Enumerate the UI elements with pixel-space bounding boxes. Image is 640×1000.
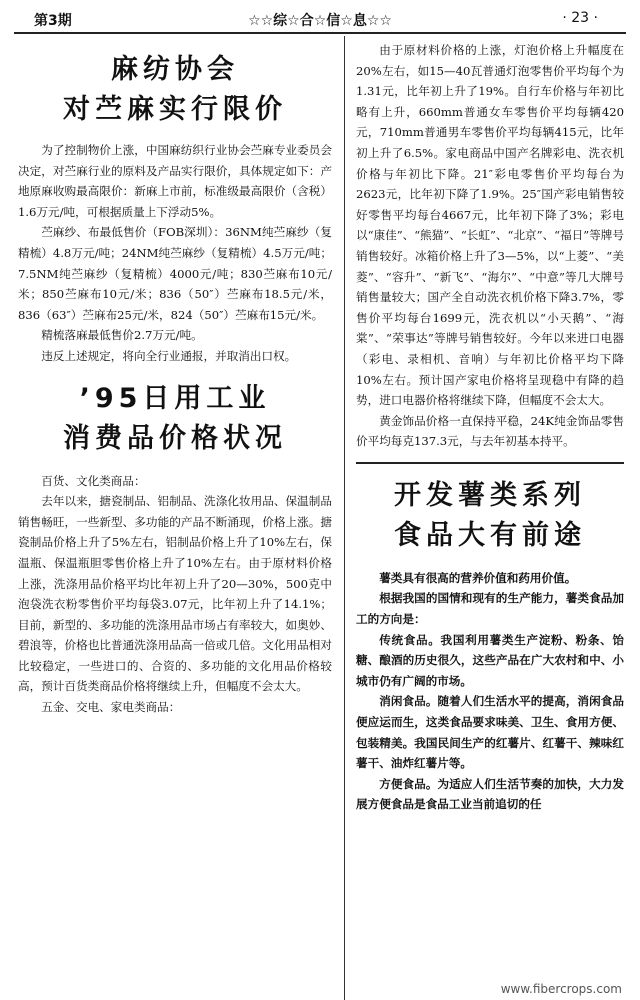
article2-paragraph: 由于原材料价格的上涨，灯泡价格上升幅度在20%左右，如15—40瓦普通灯泡零售价平均每个为1.31元，比年初上升了19%。自行车价格与年初比略有上升，660mm普通女车零售价平均每辆420元，710mm普通男车零售价平均每辆415元，比年初上升了6.5%。家电商品中国产名牌彩电、洗衣机价格与年初比下降。21″彩电零售价平均每台为2623元，比年初下降了1.9%。25″国产彩电销售较好零售平均每台4667元，比年初下降了3%；彩电以“康佳”、“熊猫”、“长虹”、“北京”、“福日”等牌号销售较好。冰箱价格上升了3—5%，以“上菱”、“美菱”、“容升”、“新飞”、“海尔”、“中意”等几大牌号销售量较大；国产全自动洗衣机价格下降3.7%，零售价平均每台1699元，洗衣机以“小天鹅”、“海棠”、“荣事达”等牌号销售较好。今年以来进口电器（彩电、录相机、音响）与年初比价格平均下降10%左右。预计国产家电价格将呈现稳中有降的趋势，进口电器价格将继续下降，但幅度不会太大。 xyxy=(356,43,624,408)
article2-title: ’95日用工业 消费品价格状况 xyxy=(63,382,287,454)
page-header xyxy=(14,4,626,34)
article2-paragraph: 去年以来，搪瓷制品、铝制品、洗涤化妆用品、保温制品销售畅旺，一些新型、多功能的产品不断涌现，价格上涨。搪瓷制品价格上升了5%左右，铝制品价格上升了10%左右，保温瓶、保温瓶胆零售价格上升了10%左右。由于原材料价格上涨，洗涤用品价格平均比年初上升了20—30%，500克中泡袋洗衣粉零售价平均每袋3.07元，比年初上升了14.1%；目前，新型的、多功能的洗涤用品市场占有率较大，如奥妙、碧浪等，价格也比普通洗涤用品高一倍或几倍。文化用品相对比较稳定，一些进口的、合资的、多功能的文化用品价格较高，预计百货类商品价格将继续上升，但幅度不会太大。 xyxy=(18,494,332,694)
article3-paragraph: 薯类具有很高的营养价值和药用价值。 xyxy=(379,570,577,585)
article3-paragraph: 传统食品。我国利用薯类生产淀粉、粉条、饴糖、酿酒的历史很久，这些产品在广大农村和中、小城市仍有广阔的市场。 xyxy=(356,632,624,688)
article3-paragraph: 根据我国的国情和现有的生产能力，薯类食品加工的方向是： xyxy=(356,591,624,627)
article1-paragraph: 精梳落麻最低售价2.7万元/吨。 xyxy=(41,328,203,343)
article1-paragraph: 违反上述规定，将向全行业通报，并取消出口权。 xyxy=(41,348,297,363)
issue-number: 第3期 xyxy=(34,13,72,29)
article3-paragraph: 消闲食品。随着人们生活水平的提高，消闲食品便应运而生，这类食品要求味美、卫生、食用方便、包装精美。我国民间生产的红薯片、红薯干、辣味红薯干、油炸红薯片等。 xyxy=(356,694,624,771)
section-divider xyxy=(356,462,624,464)
article3-paragraph: 方便食品。为适应人们生活节奏的加快，大力发展方便食品是食品工业当前追切的任 xyxy=(356,776,624,812)
article3-title: 开发薯类系列 食品大有前途 xyxy=(394,479,586,551)
article2-paragraph: 黄金饰品价格一直保持平稳，24K纯金饰品零售价平均每克137.3元，与去年初基本持平。 xyxy=(356,413,624,449)
article1-paragraph: 为了控制物价上涨，中国麻纺织行业协会苎麻专业委员会决定，对苎麻行业的原料及产品实行限价，具体规定如下：产地原麻收购最高限价：新麻上市前，标准级最高限价（含税）1.6万元/吨，可根据质量上下浮动5%。 xyxy=(18,143,332,219)
column-divider xyxy=(344,36,345,1000)
article2-subheading: 五金、交电、家电类商品： xyxy=(41,700,181,715)
left-column xyxy=(18,44,332,718)
article3-body xyxy=(356,568,624,815)
article2-subheading: 百货、文化类商品： xyxy=(41,473,146,488)
article1-title: 麻纺协会 对苎麻实行限价 xyxy=(63,54,287,125)
right-column xyxy=(356,40,624,815)
page-number: · 23 · xyxy=(562,10,598,26)
section-title: ☆☆综☆合☆信☆息☆☆ xyxy=(248,13,392,29)
watermark: www.fibercrops.com xyxy=(500,982,622,996)
article1-paragraph: 苎麻纱、布最低售价（FOB深圳）：36NM纯苎麻纱（复精梳）4.8万元/吨；24NM纯苎麻纱（复精梳）4.5万元/吨；7.5NM纯苎麻纱（复精梳）4000元/吨；830苎麻布10元/米；850苎麻布10元/米；836（50″）苎麻布18.5元/米，836（63″）苎麻布25元/米，824（50″）苎麻布15元/米。 xyxy=(18,225,332,322)
